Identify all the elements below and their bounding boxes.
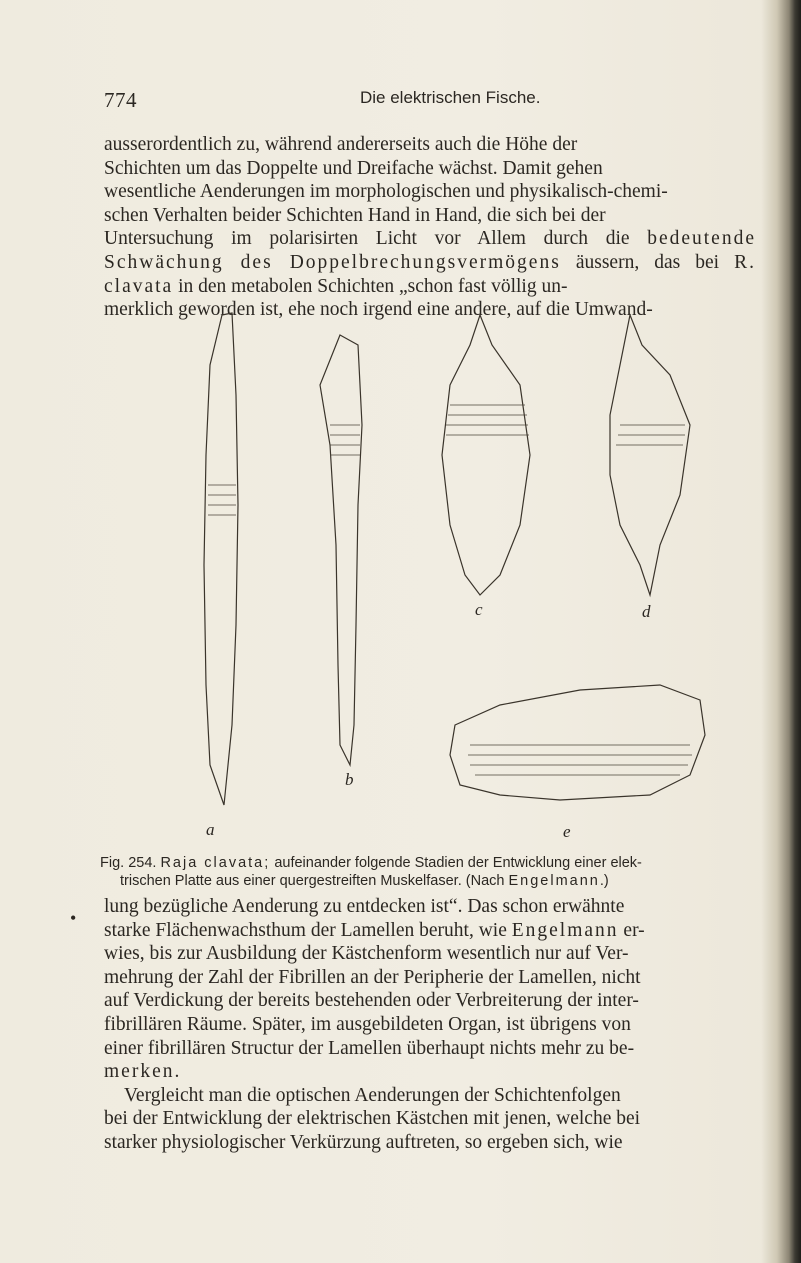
paragraph-2 [104, 895, 756, 1165]
text-span: er- [623, 919, 645, 941]
fiber-d [610, 315, 690, 595]
caption-line-2 [100, 873, 760, 891]
text-line: wies, bis zur Ausbildung der Kästchenform wesentlich nur auf Ver- [104, 943, 629, 965]
figure-label-b: b [345, 770, 354, 789]
text-line: schen Verhalten beider Schichten Hand in Hand, die sich bei der [104, 204, 606, 226]
text-span: äussern, das bei [575, 251, 720, 273]
figure-label-c: c [475, 600, 483, 619]
text-line: bei der Entwicklung der elektrischen Kästchen mit jenen, welche bei [104, 1108, 641, 1130]
caption-prefix: Fig. 254. [100, 855, 157, 871]
fiber-b [320, 335, 362, 765]
text-line: lung bezügliche Aenderung zu entdecken ist“. Das schon erwähnte [104, 896, 625, 917]
species-name: R. clavata [104, 251, 756, 297]
text-line: auf Verdickung der bereits bestehenden oder Verbreiterung der inter- [104, 990, 639, 1012]
figure-label-a: a [206, 820, 215, 839]
plate-e [450, 685, 705, 800]
text-span: Untersuchung im polarisirten Licht vor Allem durch die [104, 228, 630, 250]
text-line: Vergleicht man die optischen Aenderungen der Schichtenfolgen [124, 1084, 621, 1106]
caption-author: Engelmann [508, 872, 600, 889]
figure-label-d: d [642, 602, 651, 621]
caption-text: .) [599, 872, 609, 889]
fiber-a [204, 313, 238, 805]
figure-label-e: e [563, 822, 571, 841]
book-binding-edge [761, 0, 801, 1263]
fiber-c [442, 315, 530, 595]
caption-text: trischen Platte aus einer quergestreiften Muskelfaser. (Nach [120, 872, 505, 889]
text-line: wesentliche Aenderungen im morphologischen und physikalisch-chemi- [104, 181, 668, 203]
margin-mark: • [70, 908, 77, 928]
caption-text: aufeinander folgende Stadien der Entwicklung einer elek- [274, 855, 642, 871]
text-span: starke Flächenwachsthum der Lamellen beruht, wie [104, 919, 507, 941]
figure-caption [100, 855, 760, 890]
page-number: 774 [104, 88, 137, 112]
author-name: Engelmann [511, 919, 619, 941]
text-line: ausserordentlich zu, während andererseits auch die Höhe der [104, 134, 578, 155]
figure-illustration [180, 305, 720, 845]
text-line: fibrillären Räume. Später, im ausgebildeten Organ, ist übrigens von [104, 1013, 631, 1035]
emphasis-text: bedeutende Schwächung des Doppelbrechungsvermögens [104, 228, 756, 273]
text-line: einer fibrillären Structur der Lamellen überhaupt nichts mehr zu be- [104, 1037, 635, 1059]
text-line [104, 227, 756, 298]
text-line: Schichten um das Doppelte und Dreifache wächst. Damit gehen [104, 157, 603, 179]
text-line: merken. [104, 1061, 182, 1083]
running-title: Die elektrischen Fische. [360, 88, 541, 107]
text-line: mehrung der Zahl der Fibrillen an der Peripherie der Lamellen, nicht [104, 966, 641, 988]
text-line [104, 919, 756, 943]
caption-species: Raja clavata; [160, 855, 271, 871]
text-span: in den metabolen Schichten „schon fast völlig un- [178, 275, 568, 297]
text-line: starker physiologischer Verkürzung auftreten, so ergeben sich, wie [104, 1131, 623, 1153]
text-line: merklich geworden ist, ehe noch irgend eine andere, auf die Umwand- [104, 299, 653, 321]
